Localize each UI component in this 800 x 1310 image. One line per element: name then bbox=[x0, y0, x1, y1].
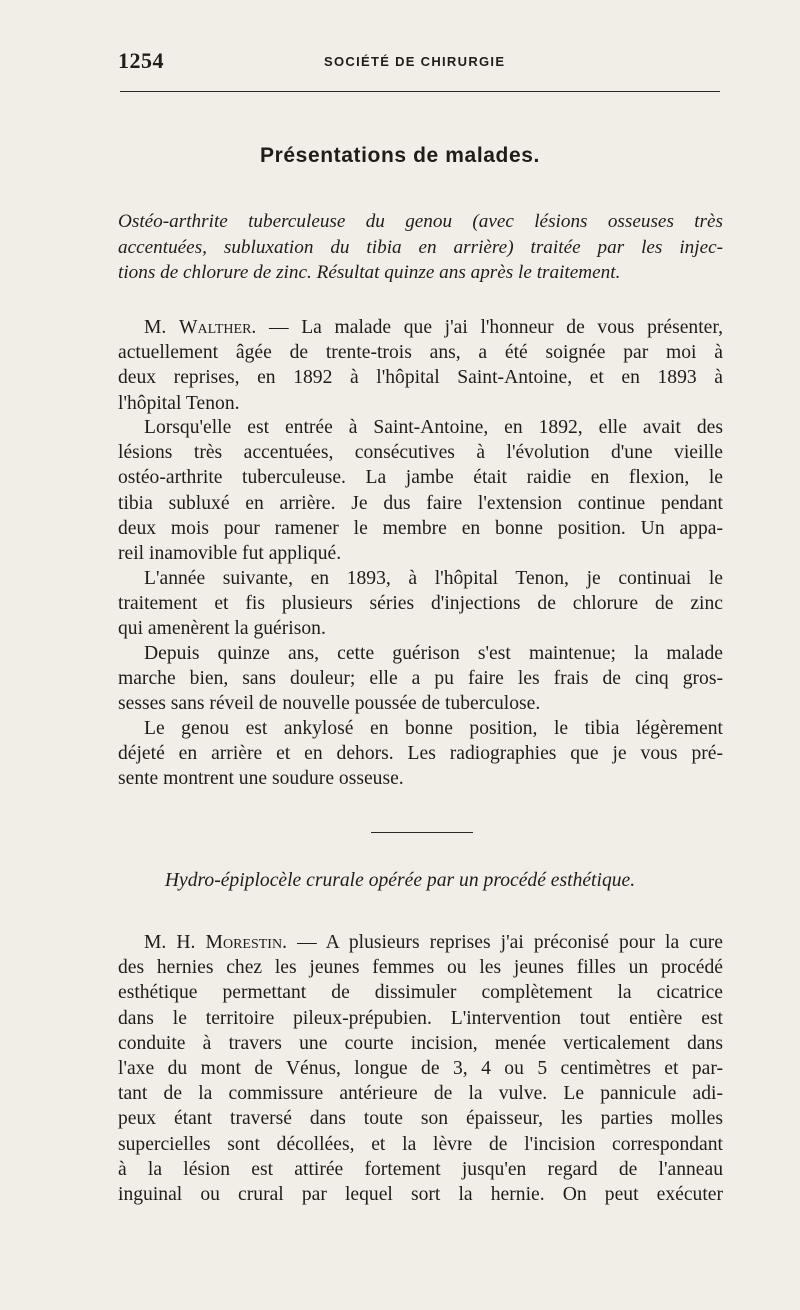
paragraph-line: Lorsqu'elle est entrée à Saint-Antoine, en 1892, elle avait des bbox=[144, 417, 723, 438]
paragraph-line: marche bien, sans douleur; elle a pu faire les frais de cinq gros- bbox=[118, 668, 723, 690]
paragraph-line: traitement et fis plusieurs séries d'injections de chlorure de zinc bbox=[118, 593, 723, 615]
paragraph-line: Depuis quinze ans, cette guérison s'est maintenue; la malade bbox=[144, 643, 723, 664]
paragraph-line: sente montrent une soudure osseuse. bbox=[118, 768, 404, 790]
article-title-line: accentuées, subluxation du tibia en arrière) traitée par les injec- bbox=[118, 236, 723, 258]
paragraph-line: dans le territoire pileux-prépubien. L'intervention tout entière est bbox=[118, 1007, 723, 1029]
paragraph-line: deux reprises, en 1892 à l'hôpital Saint-Antoine, et en 1893 à bbox=[118, 367, 723, 389]
author-name: Walther. bbox=[178, 317, 257, 338]
header-rule bbox=[120, 91, 720, 92]
paragraph-line: l'axe du mont de Vénus, longue de 3, 4 ou 5 centimètres et par- bbox=[118, 1058, 723, 1080]
article-title-line: tions de chlorure de zinc. Résultat quinze ans après le traitement. bbox=[118, 262, 621, 283]
section-title: Présentations de malades. bbox=[260, 144, 540, 167]
paragraph-line: à la lésion est attirée fortement jusqu'en regard de l'anneau bbox=[118, 1158, 723, 1180]
paragraph-line: sesses sans réveil de nouvelle poussée de tuberculose. bbox=[118, 693, 541, 715]
paragraph-line: esthétique permettant de dissimuler complètement la cicatrice bbox=[118, 982, 723, 1004]
paragraph-line: lésions très accentuées, consécutives à l'évolution d'une vieille bbox=[118, 442, 723, 464]
author-prefix: M. H. bbox=[144, 932, 206, 953]
paragraph bbox=[118, 415, 723, 566]
paragraph-line: déjeté en arrière et en dehors. Les radiographies que je vous pré- bbox=[118, 743, 723, 765]
paragraph-line: ostéo-arthrite tuberculeuse. La jambe était raidie en flexion, le bbox=[118, 467, 723, 489]
paragraph-line: tant de la commissure antérieure de la vulve. Le pannicule adi- bbox=[118, 1083, 723, 1105]
paragraph-text: — La malade que j'ai l'honneur de vous présenter, bbox=[256, 317, 723, 338]
paragraph-line bbox=[118, 315, 723, 340]
article-title bbox=[118, 209, 723, 286]
paragraph-line: peux étant traversé dans toute son épaisseur, les parties molles bbox=[118, 1108, 723, 1130]
paragraph bbox=[118, 315, 723, 416]
paragraph-line: reil inamovible fut appliqué. bbox=[118, 543, 342, 565]
paragraph bbox=[118, 566, 723, 642]
paragraph-line: supercielles sont décollées, et la lèvre de l'incision correspondant bbox=[118, 1133, 723, 1155]
paragraph bbox=[118, 716, 723, 792]
paragraph-line: tibia subluxé en arrière. Je dus faire l'extension continue pendant bbox=[118, 492, 723, 514]
article-title: Hydro-épiplocèle crurale opérée par un procédé esthétique. bbox=[164, 870, 636, 891]
paragraph-line: qui amenèrent la guérison. bbox=[118, 618, 326, 640]
article-title-line: Ostéo-arthrite tuberculeuse du genou (avec lésions osseuses très bbox=[118, 211, 723, 232]
section-divider bbox=[371, 832, 473, 833]
author-name: Morestin. bbox=[205, 932, 287, 953]
page-header bbox=[118, 48, 720, 72]
paragraph-line: Le genou est ankylosé en bonne position, le tibia légèrement bbox=[144, 718, 723, 739]
paragraph-line: L'année suivante, en 1893, à l'hôpital Tenon, je continuai le bbox=[144, 568, 723, 589]
paragraph-line: l'hôpital Tenon. bbox=[118, 392, 240, 414]
paragraph-line bbox=[118, 930, 723, 955]
paragraph-text: — A plusieurs reprises j'ai préconisé pour la cure bbox=[286, 932, 723, 953]
page-number: 1254 bbox=[118, 48, 164, 73]
paragraph-line: conduite à travers une courte incision, menée verticalement dans bbox=[118, 1032, 723, 1054]
running-head: SOCIÉTÉ DE CHIRURGIE bbox=[324, 54, 506, 69]
paragraph-line: des hernies chez les jeunes femmes ou les jeunes filles un procédé bbox=[118, 957, 723, 979]
paragraph-line: deux mois pour ramener le membre en bonne position. Un appa- bbox=[118, 517, 723, 539]
paragraph-line: actuellement âgée de trente-trois ans, a été soignée par moi à bbox=[118, 342, 723, 364]
paragraph bbox=[118, 641, 723, 717]
paragraph bbox=[118, 930, 723, 1207]
paragraph-line: inguinal ou crural par lequel sort la hernie. On peut exécuter bbox=[118, 1184, 723, 1206]
author-prefix: M. bbox=[144, 317, 179, 338]
